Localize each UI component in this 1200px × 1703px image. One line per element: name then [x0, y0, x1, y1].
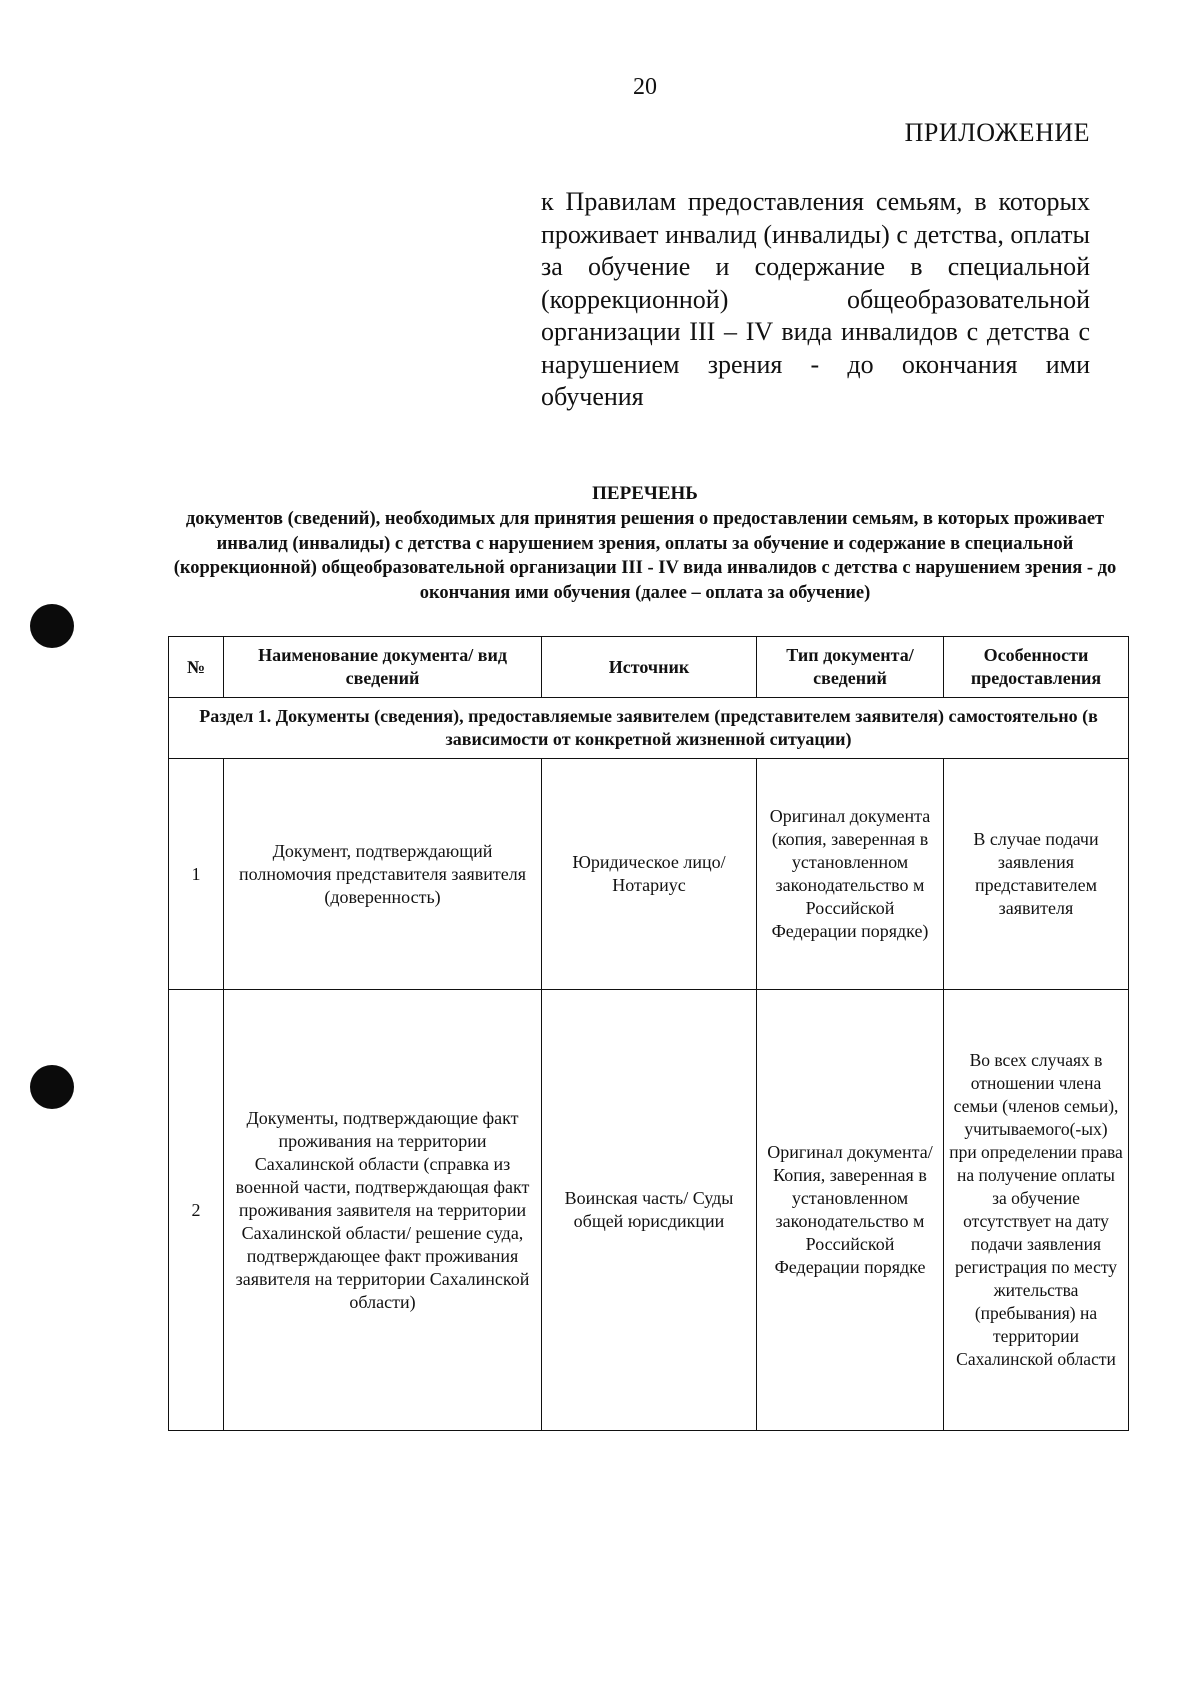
header-features: Особенности предоставления: [944, 637, 1129, 698]
document-subheading: документов (сведений), необходимых для принятия решения о предоставлении семьям, в которых проживает инвалид (инвалиды) с детства с нарушением зрения, оплаты за обучение и содержание в специальной (коррекционной) общеобразовательной организации III - IV вида инвалидов с детства с нарушением зрения - до окончания ими обучения (далее – оплата за обучение): [173, 509, 1117, 603]
header-source: Источник: [542, 637, 757, 698]
row-document-name: Документ, подтверждающий полномочия представителя заявителя (доверенность): [224, 759, 542, 990]
document-heading: ПЕРЕЧЕНЬ: [592, 483, 698, 504]
row-features: В случае подачи заявления представителем заявителя: [944, 759, 1129, 990]
documents-table: [168, 636, 1129, 1431]
row-source: Юридическое лицо/ Нотариус: [542, 759, 757, 990]
table-header-row: [169, 637, 1129, 698]
row-features: Во всех случаях в отношении члена семьи (членов семьи), учитываемого(-ых) при определении права на получение оплаты за обучение отсутствует на дату подачи заявления регистрация по месту жительства (пребывания) на территории Сахалинской области: [944, 990, 1129, 1431]
table-row: [169, 759, 1129, 990]
section-title: Раздел 1. Документы (сведения), предоставляемые заявителем (представителем заявителя) самостоятельно (в зависимости от конкретной жизненной ситуации): [169, 698, 1129, 759]
table-row: [169, 990, 1129, 1431]
row-source: Воинская часть/ Суды общей юрисдикции: [542, 990, 757, 1431]
header-number: №: [169, 637, 224, 698]
section-row: [169, 698, 1129, 759]
punch-hole-mark: [30, 604, 74, 648]
appendix-title: ПРИЛОЖЕНИЕ: [904, 118, 1090, 147]
page-number: 20: [633, 74, 657, 100]
row-document-name: Документы, подтверждающие факт проживания на территории Сахалинской области (справка из военной части, подтверждающая факт проживания заявителя на территории Сахалинской области/ решение суда, подтверждающее факт проживания заявителя на территории Сахалинской области): [224, 990, 542, 1431]
punch-hole-mark: [30, 1065, 74, 1109]
row-number: 2: [169, 990, 224, 1431]
row-document-type: Оригинал документа (копия, заверенная в установленном законодательство м Российской Федерации порядке): [757, 759, 944, 990]
header-document-name: Наименование документа/ вид сведений: [224, 637, 542, 698]
row-number: 1: [169, 759, 224, 990]
row-document-type: Оригинал документа/Копия, заверенная в установленном законодательство м Российской Федерации порядке: [757, 990, 944, 1431]
header-document-type: Тип документа/ сведений: [757, 637, 944, 698]
appendix-reference-text: к Правилам предоставления семьям, в которых проживает инвалид (инвалиды) с детства, оплаты за обучение и содержание в специальной (коррекционной) общеобразовательной организации III – IV вида инвалидов с детства с нарушением зрения - до окончания ими обучения: [541, 187, 1090, 411]
